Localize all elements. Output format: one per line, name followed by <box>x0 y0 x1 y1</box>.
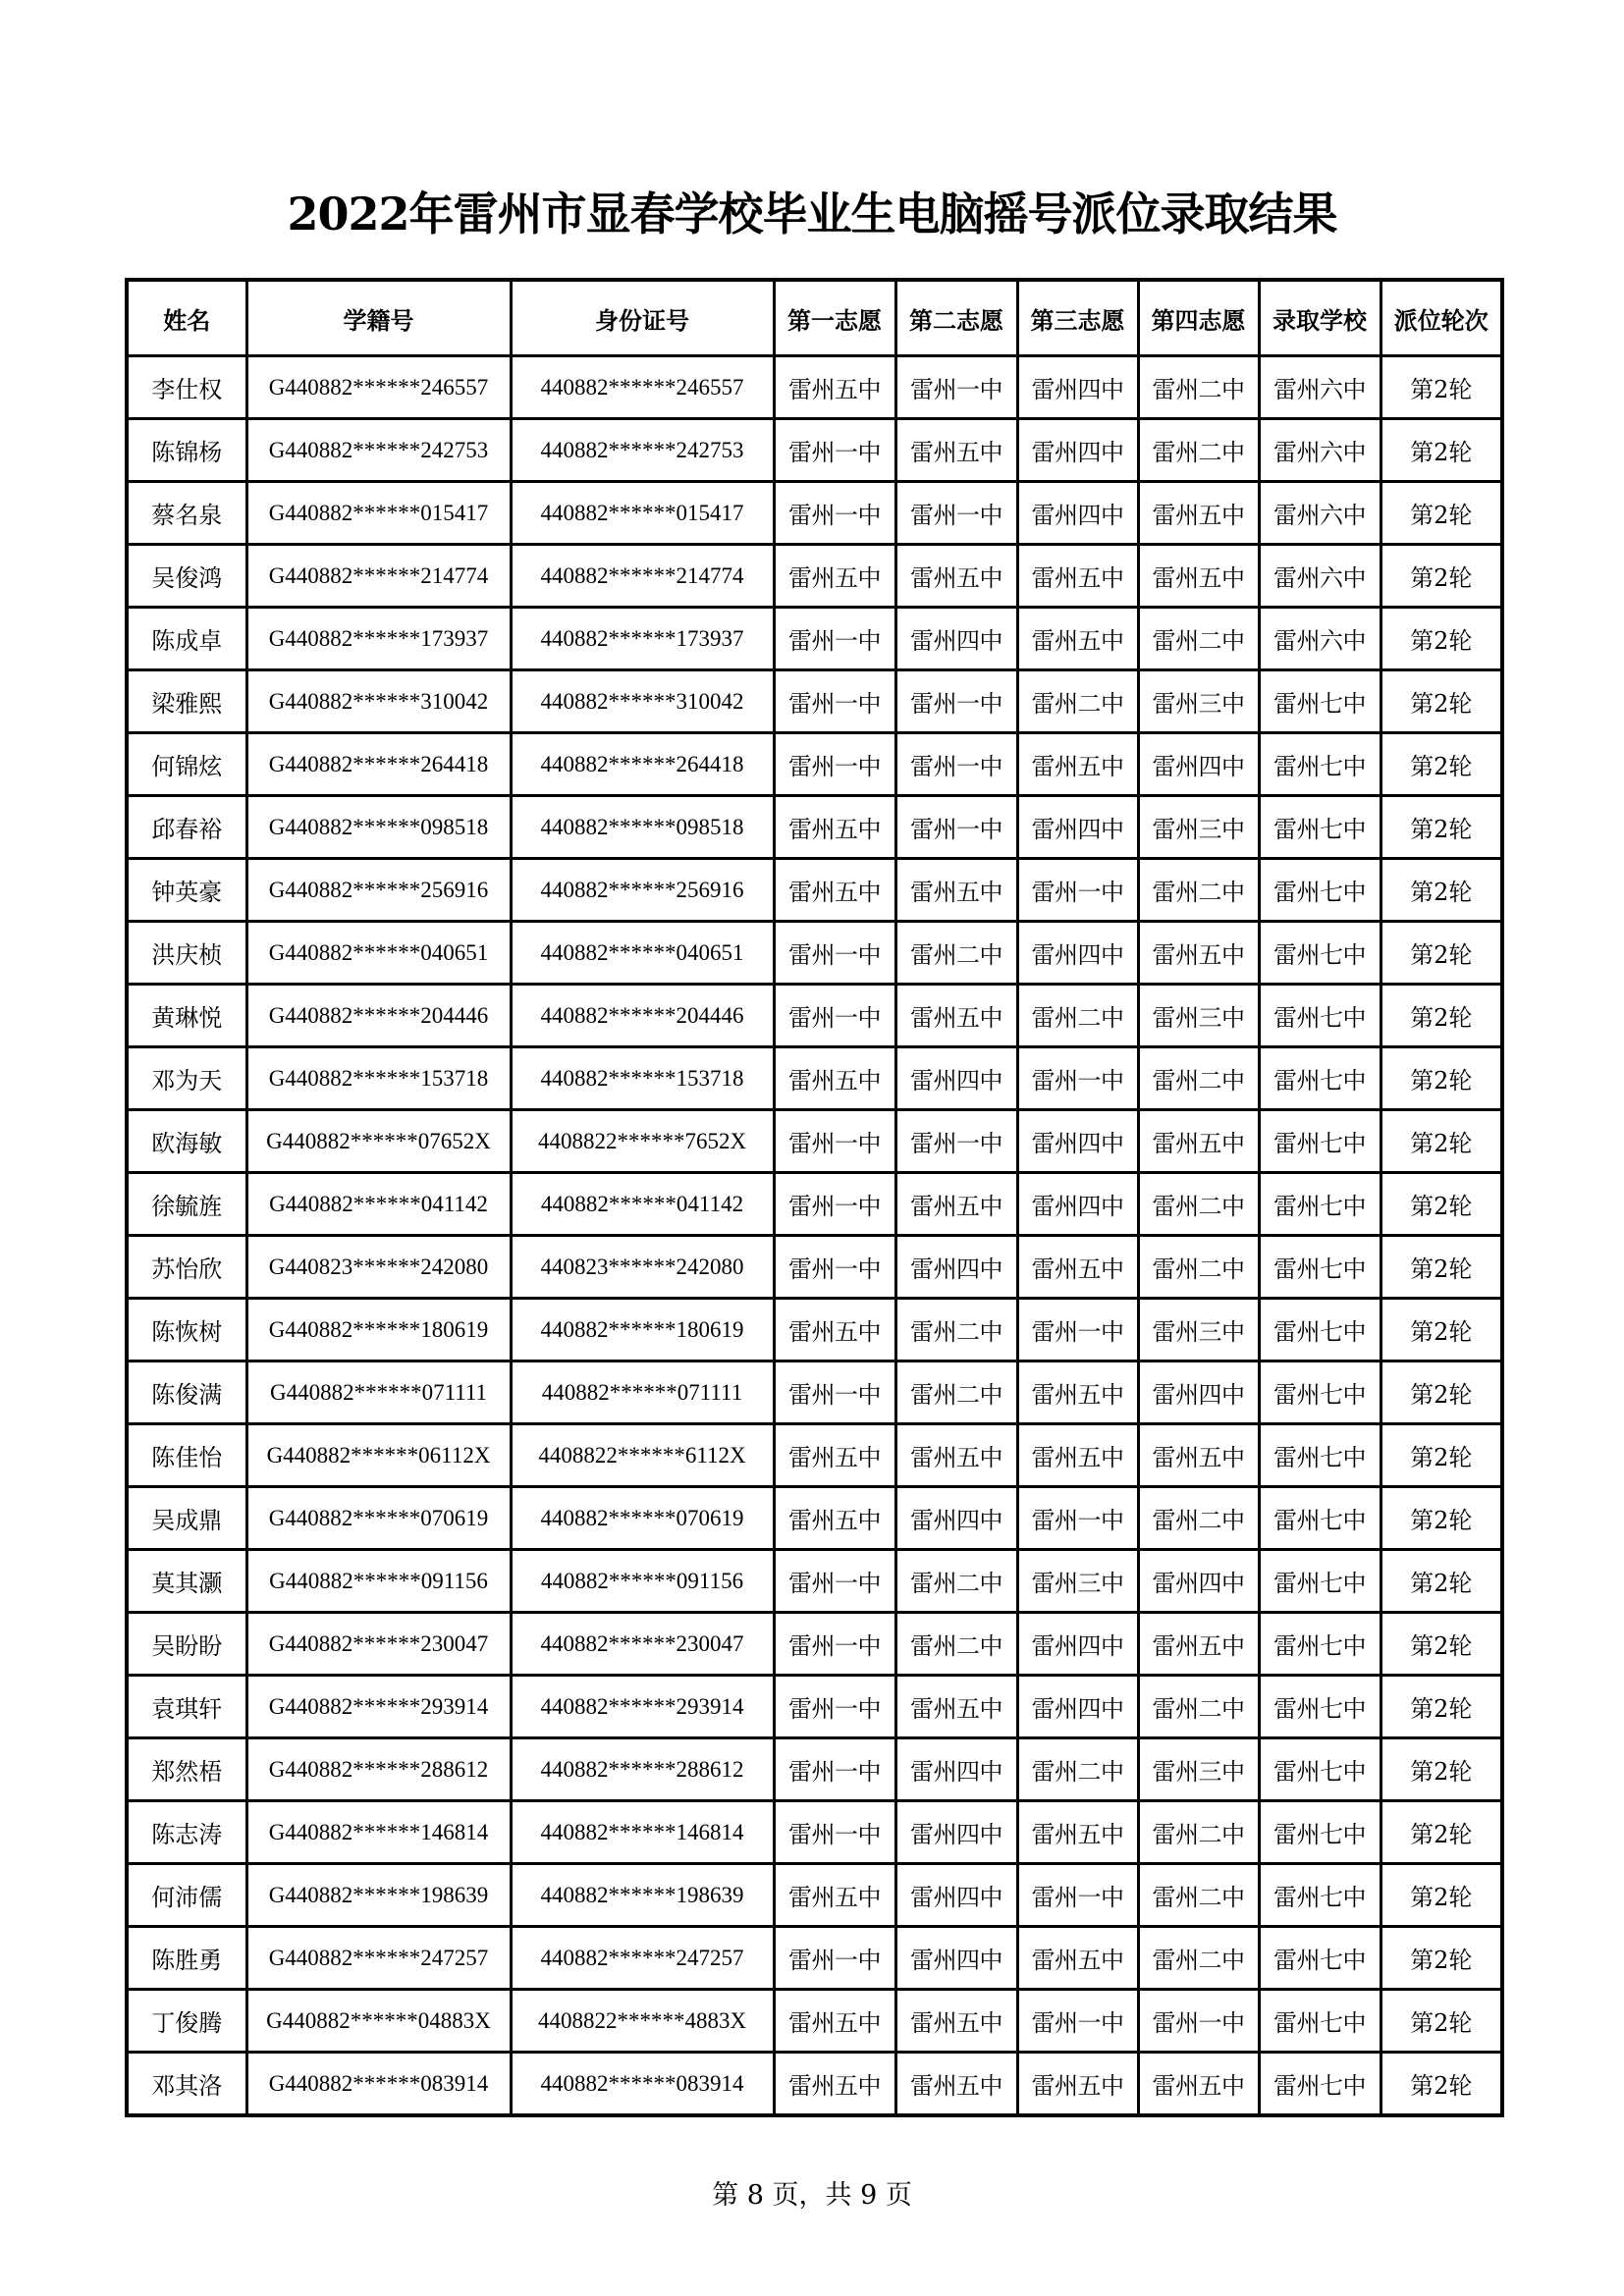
cell-choice-2: 雷州二中 <box>895 1550 1017 1613</box>
cell-student-id: G440882******04883X <box>246 1990 511 2053</box>
cell-name: 莫其灏 <box>127 1550 246 1613</box>
cell-student-id: G440882******204446 <box>246 985 511 1047</box>
cell-student-id: G440882******293914 <box>246 1676 511 1738</box>
cell-admitted-school: 雷州七中 <box>1259 985 1380 1047</box>
cell-name: 吴成鼎 <box>127 1487 246 1550</box>
cell-round: 第2轮 <box>1380 796 1502 859</box>
cell-choice-1: 雷州五中 <box>774 1299 895 1362</box>
cell-choice-1: 雷州五中 <box>774 356 895 419</box>
cell-admitted-school: 雷州七中 <box>1259 1990 1380 2053</box>
cell-student-id: G440882******153718 <box>246 1047 511 1110</box>
cell-round: 第2轮 <box>1380 1299 1502 1362</box>
cell-name: 陈成卓 <box>127 608 246 670</box>
cell-choice-3: 雷州四中 <box>1017 1173 1138 1236</box>
cell-choice-3: 雷州四中 <box>1017 922 1138 985</box>
cell-choice-4: 雷州二中 <box>1138 608 1259 670</box>
table-row <box>127 1110 1502 1173</box>
cell-choice-1: 雷州五中 <box>774 545 895 608</box>
cell-admitted-school: 雷州六中 <box>1259 545 1380 608</box>
cell-choice-1: 雷州一中 <box>774 1110 895 1173</box>
cell-choice-3: 雷州五中 <box>1017 1424 1138 1487</box>
cell-choice-2: 雷州四中 <box>895 1801 1017 1864</box>
cell-admitted-school: 雷州七中 <box>1259 1047 1380 1110</box>
cell-name: 袁琪轩 <box>127 1676 246 1738</box>
cell-name: 钟英豪 <box>127 859 246 922</box>
cell-name: 徐毓旌 <box>127 1173 246 1236</box>
header-admitted-school: 录取学校 <box>1259 280 1380 356</box>
cell-id-card: 4408822******4883X <box>511 1990 774 2053</box>
cell-choice-4: 雷州五中 <box>1138 482 1259 545</box>
cell-id-card: 440882******070619 <box>511 1487 774 1550</box>
cell-choice-3: 雷州四中 <box>1017 482 1138 545</box>
cell-choice-1: 雷州一中 <box>774 985 895 1047</box>
cell-choice-4: 雷州二中 <box>1138 1864 1259 1927</box>
cell-student-id: G440882******214774 <box>246 545 511 608</box>
cell-choice-1: 雷州五中 <box>774 796 895 859</box>
table-row <box>127 1801 1502 1864</box>
cell-choice-4: 雷州五中 <box>1138 2053 1259 2116</box>
cell-choice-3: 雷州四中 <box>1017 1676 1138 1738</box>
cell-choice-3: 雷州二中 <box>1017 1738 1138 1801</box>
cell-id-card: 440882******230047 <box>511 1613 774 1676</box>
cell-id-card: 440882******146814 <box>511 1801 774 1864</box>
cell-choice-4: 雷州五中 <box>1138 922 1259 985</box>
cell-choice-3: 雷州二中 <box>1017 985 1138 1047</box>
cell-choice-2: 雷州五中 <box>895 985 1017 1047</box>
cell-choice-1: 雷州五中 <box>774 1487 895 1550</box>
cell-student-id: G440882******083914 <box>246 2053 511 2116</box>
cell-student-id: G440882******247257 <box>246 1927 511 1990</box>
cell-student-id: G440882******288612 <box>246 1738 511 1801</box>
cell-choice-4: 雷州二中 <box>1138 1676 1259 1738</box>
header-choice-2: 第二志愿 <box>895 280 1017 356</box>
table-row <box>127 859 1502 922</box>
cell-choice-1: 雷州一中 <box>774 419 895 482</box>
cell-choice-3: 雷州四中 <box>1017 1613 1138 1676</box>
cell-choice-2: 雷州四中 <box>895 1487 1017 1550</box>
cell-admitted-school: 雷州七中 <box>1259 1299 1380 1362</box>
table-row <box>127 1487 1502 1550</box>
cell-choice-1: 雷州一中 <box>774 1738 895 1801</box>
cell-admitted-school: 雷州六中 <box>1259 356 1380 419</box>
cell-name: 苏怡欣 <box>127 1236 246 1299</box>
table-row <box>127 419 1502 482</box>
header-choice-3: 第三志愿 <box>1017 280 1138 356</box>
table-row <box>127 1236 1502 1299</box>
cell-admitted-school: 雷州七中 <box>1259 1424 1380 1487</box>
cell-choice-1: 雷州五中 <box>774 1047 895 1110</box>
table-row <box>127 670 1502 733</box>
cell-student-id: G440882******041142 <box>246 1173 511 1236</box>
cell-choice-2: 雷州五中 <box>895 419 1017 482</box>
cell-id-card: 440823******242080 <box>511 1236 774 1299</box>
cell-name: 蔡名泉 <box>127 482 246 545</box>
cell-choice-4: 雷州一中 <box>1138 1990 1259 2053</box>
cell-choice-1: 雷州一中 <box>774 1801 895 1864</box>
cell-choice-2: 雷州四中 <box>895 608 1017 670</box>
cell-choice-3: 雷州四中 <box>1017 356 1138 419</box>
cell-choice-1: 雷州一中 <box>774 1613 895 1676</box>
table-row <box>127 1613 1502 1676</box>
cell-student-id: G440882******198639 <box>246 1864 511 1927</box>
cell-id-card: 440882******242753 <box>511 419 774 482</box>
admission-results-table <box>125 278 1504 2117</box>
table-row <box>127 482 1502 545</box>
cell-admitted-school: 雷州六中 <box>1259 608 1380 670</box>
cell-student-id: G440882******06112X <box>246 1424 511 1487</box>
cell-choice-2: 雷州五中 <box>895 1676 1017 1738</box>
cell-admitted-school: 雷州七中 <box>1259 1927 1380 1990</box>
cell-choice-2: 雷州一中 <box>895 733 1017 796</box>
cell-choice-2: 雷州一中 <box>895 796 1017 859</box>
header-name: 姓名 <box>127 280 246 356</box>
cell-choice-1: 雷州一中 <box>774 1236 895 1299</box>
cell-round: 第2轮 <box>1380 1173 1502 1236</box>
cell-round: 第2轮 <box>1380 1676 1502 1738</box>
cell-id-card: 440882******015417 <box>511 482 774 545</box>
cell-id-card: 440882******264418 <box>511 733 774 796</box>
cell-choice-4: 雷州五中 <box>1138 545 1259 608</box>
cell-admitted-school: 雷州七中 <box>1259 1801 1380 1864</box>
cell-choice-2: 雷州四中 <box>895 1927 1017 1990</box>
cell-round: 第2轮 <box>1380 1362 1502 1424</box>
cell-student-id: G440882******146814 <box>246 1801 511 1864</box>
cell-name: 邓其洛 <box>127 2053 246 2116</box>
cell-round: 第2轮 <box>1380 1990 1502 2053</box>
cell-name: 吴俊鸿 <box>127 545 246 608</box>
cell-name: 陈恢树 <box>127 1299 246 1362</box>
cell-name: 吴盼盼 <box>127 1613 246 1676</box>
table-row <box>127 1362 1502 1424</box>
cell-choice-1: 雷州一中 <box>774 670 895 733</box>
cell-admitted-school: 雷州七中 <box>1259 1110 1380 1173</box>
cell-name: 陈志涛 <box>127 1801 246 1864</box>
cell-choice-3: 雷州一中 <box>1017 1990 1138 2053</box>
cell-admitted-school: 雷州七中 <box>1259 733 1380 796</box>
cell-choice-1: 雷州五中 <box>774 1864 895 1927</box>
cell-choice-4: 雷州二中 <box>1138 1047 1259 1110</box>
table-row <box>127 1990 1502 2053</box>
cell-id-card: 440882******198639 <box>511 1864 774 1927</box>
cell-choice-1: 雷州一中 <box>774 1550 895 1613</box>
table-row <box>127 1424 1502 1487</box>
table-row <box>127 1676 1502 1738</box>
cell-round: 第2轮 <box>1380 1738 1502 1801</box>
cell-admitted-school: 雷州六中 <box>1259 419 1380 482</box>
cell-choice-4: 雷州四中 <box>1138 733 1259 796</box>
cell-id-card: 440882******071111 <box>511 1362 774 1424</box>
cell-name: 梁雅熙 <box>127 670 246 733</box>
cell-round: 第2轮 <box>1380 1550 1502 1613</box>
cell-admitted-school: 雷州七中 <box>1259 1487 1380 1550</box>
cell-choice-2: 雷州四中 <box>895 1236 1017 1299</box>
cell-student-id: G440882******040651 <box>246 922 511 985</box>
table-row <box>127 922 1502 985</box>
table-row <box>127 1173 1502 1236</box>
cell-student-id: G440882******242753 <box>246 419 511 482</box>
cell-name: 陈锦杨 <box>127 419 246 482</box>
cell-admitted-school: 雷州七中 <box>1259 1613 1380 1676</box>
cell-choice-4: 雷州三中 <box>1138 1738 1259 1801</box>
cell-round: 第2轮 <box>1380 1236 1502 1299</box>
cell-choice-1: 雷州一中 <box>774 482 895 545</box>
cell-choice-3: 雷州一中 <box>1017 1047 1138 1110</box>
table-row <box>127 796 1502 859</box>
cell-student-id: G440882******256916 <box>246 859 511 922</box>
cell-student-id: G440882******091156 <box>246 1550 511 1613</box>
cell-student-id: G440882******264418 <box>246 733 511 796</box>
cell-choice-2: 雷州四中 <box>895 1738 1017 1801</box>
cell-student-id: G440882******071111 <box>246 1362 511 1424</box>
cell-choice-1: 雷州五中 <box>774 1424 895 1487</box>
cell-choice-3: 雷州一中 <box>1017 1864 1138 1927</box>
cell-choice-1: 雷州五中 <box>774 1990 895 2053</box>
cell-choice-1: 雷州一中 <box>774 1362 895 1424</box>
cell-choice-3: 雷州二中 <box>1017 670 1138 733</box>
table-row <box>127 356 1502 419</box>
cell-choice-2: 雷州五中 <box>895 859 1017 922</box>
table-row <box>127 1550 1502 1613</box>
header-student-id: 学籍号 <box>246 280 511 356</box>
cell-round: 第2轮 <box>1380 482 1502 545</box>
cell-admitted-school: 雷州七中 <box>1259 1550 1380 1613</box>
cell-choice-3: 雷州五中 <box>1017 1236 1138 1299</box>
cell-round: 第2轮 <box>1380 356 1502 419</box>
cell-choice-2: 雷州五中 <box>895 2053 1017 2116</box>
cell-round: 第2轮 <box>1380 1613 1502 1676</box>
cell-choice-1: 雷州一中 <box>774 1173 895 1236</box>
cell-round: 第2轮 <box>1380 985 1502 1047</box>
cell-choice-1: 雷州一中 <box>774 733 895 796</box>
cell-id-card: 440882******153718 <box>511 1047 774 1110</box>
cell-choice-4: 雷州二中 <box>1138 1801 1259 1864</box>
table-header-row <box>127 280 1502 356</box>
cell-id-card: 440882******041142 <box>511 1173 774 1236</box>
cell-choice-4: 雷州二中 <box>1138 1236 1259 1299</box>
cell-choice-3: 雷州五中 <box>1017 1362 1138 1424</box>
cell-student-id: G440882******310042 <box>246 670 511 733</box>
cell-name: 邓为天 <box>127 1047 246 1110</box>
table-row <box>127 1299 1502 1362</box>
cell-round: 第2轮 <box>1380 545 1502 608</box>
cell-choice-1: 雷州一中 <box>774 1676 895 1738</box>
cell-round: 第2轮 <box>1380 733 1502 796</box>
cell-choice-1: 雷州五中 <box>774 2053 895 2116</box>
cell-id-card: 440882******247257 <box>511 1927 774 1990</box>
cell-choice-4: 雷州三中 <box>1138 985 1259 1047</box>
cell-admitted-school: 雷州七中 <box>1259 922 1380 985</box>
table-row <box>127 608 1502 670</box>
cell-choice-2: 雷州五中 <box>895 1424 1017 1487</box>
cell-choice-2: 雷州一中 <box>895 356 1017 419</box>
cell-round: 第2轮 <box>1380 1424 1502 1487</box>
cell-choice-2: 雷州五中 <box>895 545 1017 608</box>
cell-choice-4: 雷州二中 <box>1138 1927 1259 1990</box>
cell-id-card: 440882******204446 <box>511 985 774 1047</box>
cell-round: 第2轮 <box>1380 1927 1502 1990</box>
cell-choice-4: 雷州三中 <box>1138 796 1259 859</box>
cell-round: 第2轮 <box>1380 608 1502 670</box>
table-row <box>127 985 1502 1047</box>
cell-choice-2: 雷州四中 <box>895 1864 1017 1927</box>
cell-student-id: G440882******098518 <box>246 796 511 859</box>
cell-admitted-school: 雷州七中 <box>1259 1738 1380 1801</box>
cell-round: 第2轮 <box>1380 1864 1502 1927</box>
cell-student-id: G440823******242080 <box>246 1236 511 1299</box>
cell-choice-3: 雷州一中 <box>1017 1299 1138 1362</box>
cell-name: 欧海敏 <box>127 1110 246 1173</box>
cell-choice-4: 雷州五中 <box>1138 1110 1259 1173</box>
cell-choice-2: 雷州二中 <box>895 922 1017 985</box>
cell-name: 何锦炫 <box>127 733 246 796</box>
cell-round: 第2轮 <box>1380 1110 1502 1173</box>
cell-choice-4: 雷州三中 <box>1138 670 1259 733</box>
cell-round: 第2轮 <box>1380 922 1502 985</box>
cell-choice-4: 雷州五中 <box>1138 1424 1259 1487</box>
cell-choice-3: 雷州一中 <box>1017 1487 1138 1550</box>
cell-choice-4: 雷州二中 <box>1138 356 1259 419</box>
cell-choice-4: 雷州四中 <box>1138 1362 1259 1424</box>
cell-choice-3: 雷州五中 <box>1017 1801 1138 1864</box>
cell-round: 第2轮 <box>1380 1487 1502 1550</box>
table-row <box>127 1738 1502 1801</box>
cell-id-card: 440882******256916 <box>511 859 774 922</box>
cell-choice-2: 雷州二中 <box>895 1299 1017 1362</box>
cell-admitted-school: 雷州七中 <box>1259 2053 1380 2116</box>
cell-choice-4: 雷州四中 <box>1138 1550 1259 1613</box>
cell-choice-4: 雷州二中 <box>1138 859 1259 922</box>
cell-round: 第2轮 <box>1380 2053 1502 2116</box>
cell-id-card: 440882******246557 <box>511 356 774 419</box>
table-row <box>127 733 1502 796</box>
cell-name: 李仕权 <box>127 356 246 419</box>
cell-choice-3: 雷州五中 <box>1017 733 1138 796</box>
cell-round: 第2轮 <box>1380 670 1502 733</box>
page-title: 2022年雷州市显春学校毕业生电脑摇号派位录取结果 <box>287 187 1337 240</box>
cell-student-id: G440882******230047 <box>246 1613 511 1676</box>
cell-choice-3: 雷州一中 <box>1017 859 1138 922</box>
cell-choice-3: 雷州四中 <box>1017 419 1138 482</box>
cell-id-card: 4408822******7652X <box>511 1110 774 1173</box>
table-row <box>127 545 1502 608</box>
cell-choice-4: 雷州二中 <box>1138 419 1259 482</box>
cell-name: 邱春裕 <box>127 796 246 859</box>
cell-choice-2: 雷州一中 <box>895 1110 1017 1173</box>
cell-choice-4: 雷州二中 <box>1138 1173 1259 1236</box>
cell-choice-2: 雷州一中 <box>895 670 1017 733</box>
header-choice-1: 第一志愿 <box>774 280 895 356</box>
page-number: 第 8 页，共 9 页 <box>712 2180 912 2211</box>
cell-admitted-school: 雷州七中 <box>1259 1864 1380 1927</box>
cell-choice-1: 雷州五中 <box>774 859 895 922</box>
cell-choice-2: 雷州二中 <box>895 1362 1017 1424</box>
cell-choice-4: 雷州二中 <box>1138 1487 1259 1550</box>
table-row <box>127 1864 1502 1927</box>
cell-name: 陈胜勇 <box>127 1927 246 1990</box>
cell-choice-3: 雷州四中 <box>1017 796 1138 859</box>
cell-id-card: 440882******214774 <box>511 545 774 608</box>
cell-name: 何沛儒 <box>127 1864 246 1927</box>
cell-choice-2: 雷州五中 <box>895 1990 1017 2053</box>
cell-name: 陈佳怡 <box>127 1424 246 1487</box>
cell-name: 洪庆桢 <box>127 922 246 985</box>
cell-choice-3: 雷州五中 <box>1017 608 1138 670</box>
cell-choice-2: 雷州四中 <box>895 1047 1017 1110</box>
cell-round: 第2轮 <box>1380 1047 1502 1110</box>
cell-admitted-school: 雷州七中 <box>1259 670 1380 733</box>
header-id-card: 身份证号 <box>511 280 774 356</box>
cell-id-card: 440882******091156 <box>511 1550 774 1613</box>
cell-id-card: 440882******098518 <box>511 796 774 859</box>
cell-name: 丁俊腾 <box>127 1990 246 2053</box>
cell-choice-4: 雷州五中 <box>1138 1613 1259 1676</box>
cell-admitted-school: 雷州七中 <box>1259 1236 1380 1299</box>
cell-choice-1: 雷州一中 <box>774 1927 895 1990</box>
cell-student-id: G440882******015417 <box>246 482 511 545</box>
cell-name: 陈俊满 <box>127 1362 246 1424</box>
cell-round: 第2轮 <box>1380 1801 1502 1864</box>
table-row <box>127 1047 1502 1110</box>
cell-choice-4: 雷州三中 <box>1138 1299 1259 1362</box>
cell-round: 第2轮 <box>1380 859 1502 922</box>
cell-id-card: 440882******083914 <box>511 2053 774 2116</box>
cell-choice-3: 雷州五中 <box>1017 2053 1138 2116</box>
cell-choice-1: 雷州一中 <box>774 922 895 985</box>
header-round: 派位轮次 <box>1380 280 1502 356</box>
cell-student-id: G440882******246557 <box>246 356 511 419</box>
cell-admitted-school: 雷州七中 <box>1259 796 1380 859</box>
cell-id-card: 440882******310042 <box>511 670 774 733</box>
cell-student-id: G440882******070619 <box>246 1487 511 1550</box>
cell-round: 第2轮 <box>1380 419 1502 482</box>
cell-name: 黄琳悦 <box>127 985 246 1047</box>
cell-id-card: 440882******293914 <box>511 1676 774 1738</box>
table-row <box>127 1927 1502 1990</box>
cell-id-card: 440882******040651 <box>511 922 774 985</box>
cell-name: 郑然梧 <box>127 1738 246 1801</box>
cell-choice-2: 雷州五中 <box>895 1173 1017 1236</box>
cell-id-card: 440882******180619 <box>511 1299 774 1362</box>
cell-admitted-school: 雷州七中 <box>1259 1173 1380 1236</box>
table-row <box>127 2053 1502 2116</box>
cell-choice-3: 雷州五中 <box>1017 545 1138 608</box>
header-choice-4: 第四志愿 <box>1138 280 1259 356</box>
cell-id-card: 440882******288612 <box>511 1738 774 1801</box>
cell-admitted-school: 雷州七中 <box>1259 859 1380 922</box>
cell-choice-2: 雷州二中 <box>895 1613 1017 1676</box>
cell-choice-2: 雷州一中 <box>895 482 1017 545</box>
cell-student-id: G440882******180619 <box>246 1299 511 1362</box>
cell-admitted-school: 雷州七中 <box>1259 1362 1380 1424</box>
cell-choice-3: 雷州五中 <box>1017 1927 1138 1990</box>
cell-admitted-school: 雷州六中 <box>1259 482 1380 545</box>
cell-admitted-school: 雷州七中 <box>1259 1676 1380 1738</box>
cell-choice-3: 雷州三中 <box>1017 1550 1138 1613</box>
cell-choice-1: 雷州一中 <box>774 608 895 670</box>
cell-id-card: 440882******173937 <box>511 608 774 670</box>
cell-student-id: G440882******07652X <box>246 1110 511 1173</box>
cell-id-card: 4408822******6112X <box>511 1424 774 1487</box>
cell-choice-3: 雷州四中 <box>1017 1110 1138 1173</box>
cell-student-id: G440882******173937 <box>246 608 511 670</box>
